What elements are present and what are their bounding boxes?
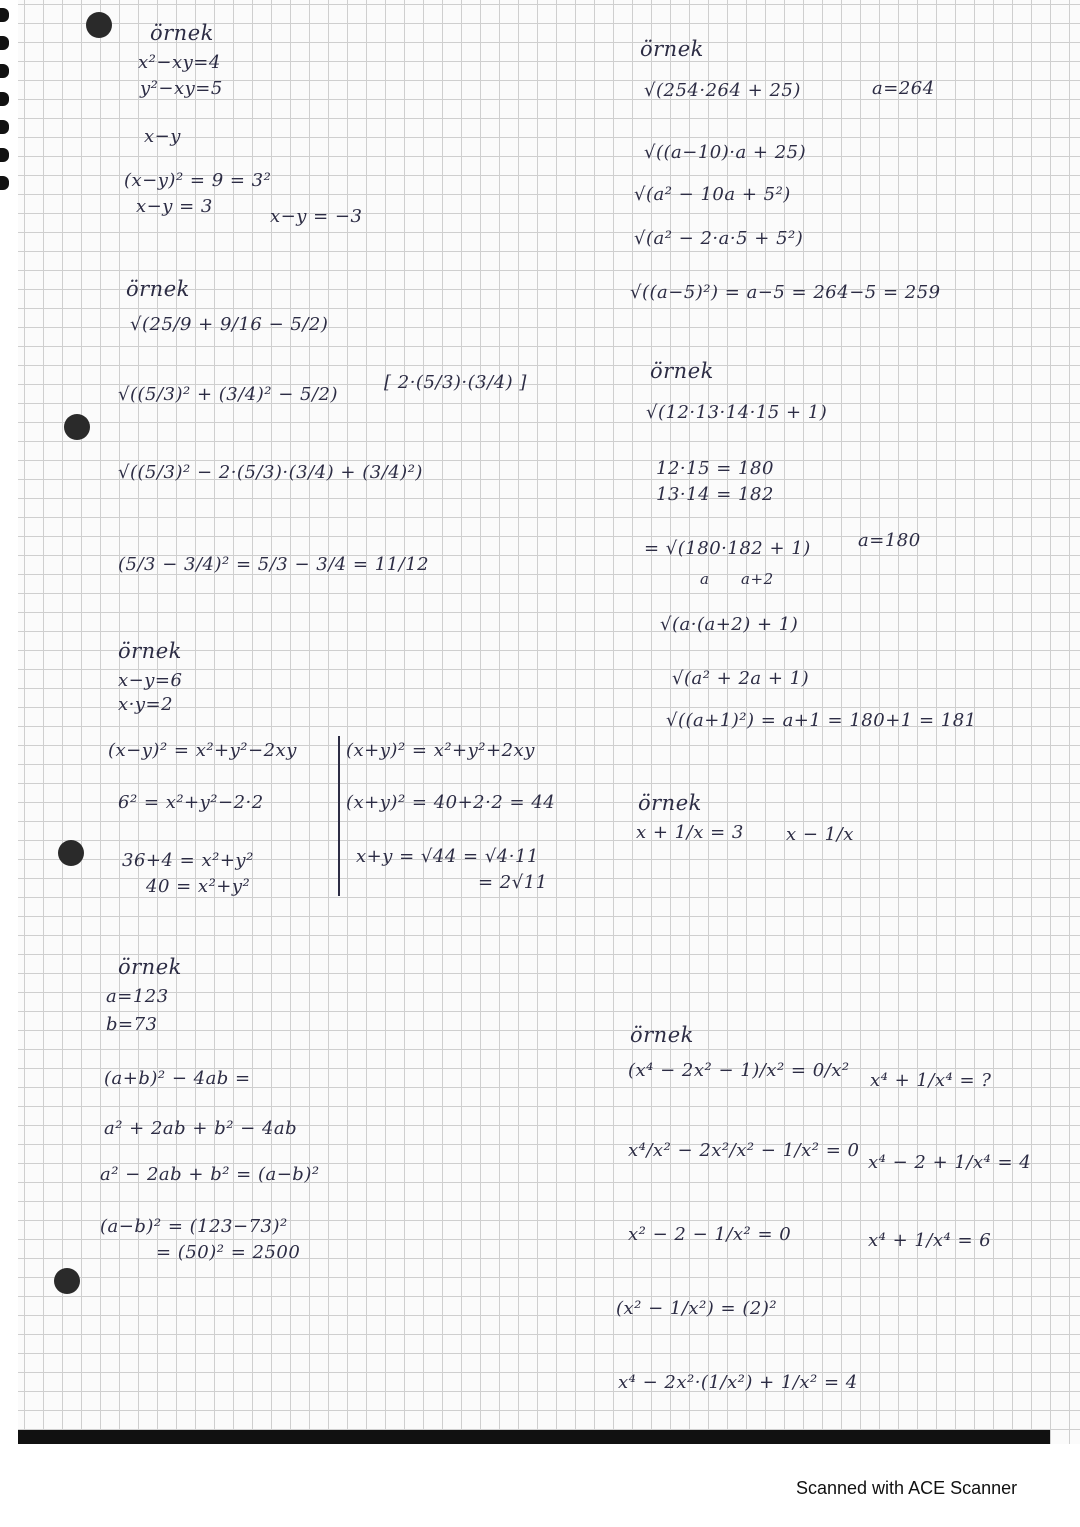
ex4-line-6: (a−b)² = (123−73)²: [100, 1216, 288, 1237]
ex7-line-2: x − 1/x: [786, 824, 854, 845]
ex3-line-6: 40 = x²+y²: [146, 876, 251, 897]
ex3-right-line-1: (x+y)² = x²+y²+2xy: [346, 740, 535, 761]
scanner-footer: Scanned with ACE Scanner: [796, 1478, 1018, 1498]
ex5-heading: örnek: [640, 37, 704, 61]
ex8-side-line-2: x⁴ − 2 + 1/x⁴ = 4: [868, 1152, 1032, 1173]
ex6-line-7: √(a·(a+2) + 1): [660, 614, 799, 635]
ex3-line-2: x·y=2: [118, 694, 174, 715]
punch-hole-1: [86, 12, 112, 38]
ex3-line-3: (x−y)² = x²+y²−2xy: [108, 740, 297, 761]
ex6-line-3: 13·14 = 182: [656, 484, 774, 505]
ex1-line-4: (x−y)² = 9 = 3²: [124, 170, 272, 191]
ex1-line-2: y²−xy=5: [140, 78, 223, 99]
ex1-line-3: x−y: [144, 126, 181, 147]
ex8-heading: örnek: [630, 1023, 694, 1047]
ex4-line-2: b=73: [106, 1014, 158, 1035]
ex2-line-3: [ 2·(5/3)·(3/4) ]: [384, 372, 527, 393]
ex3-right-line-4: = 2√11: [478, 872, 548, 893]
ex3-right-line-2: (x+y)² = 40+2·2 = 44: [346, 792, 556, 813]
ex5-line-1: √(254·264 + 25): [644, 80, 801, 101]
ex3-line-5: 36+4 = x²+y²: [122, 850, 254, 871]
ex8-line-2: x⁴/x² − 2x²/x² − 1/x² = 0: [628, 1140, 860, 1161]
punch-hole-4: [54, 1268, 80, 1294]
ex4-line-5: a² − 2ab + b² = (a−b)²: [100, 1164, 320, 1185]
ex4-line-7: = (50)² = 2500: [156, 1242, 301, 1263]
ex2-line-4: √((5/3)² − 2·(5/3)·(3/4) + (3/4)²): [118, 462, 423, 483]
ex5-line-3: √((a−10)·a + 25): [644, 142, 807, 163]
ex1-line-6: x−y = −3: [270, 206, 363, 227]
ex7-line-1: x + 1/x = 3: [636, 822, 744, 843]
ex2-line-1: √(25/9 + 9/16 − 5/2): [130, 314, 329, 335]
ex2-line-5: (5/3 − 3/4)² = 5/3 − 3/4 = 11/12: [118, 554, 430, 575]
ex6-line-9: √((a+1)²) = a+1 = 180+1 = 181: [666, 710, 977, 731]
ex4-heading: örnek: [118, 955, 182, 979]
ex6-line-5: a=180: [858, 530, 921, 551]
ex8-line-1: (x⁴ − 2x² − 1)/x² = 0/x²: [628, 1060, 850, 1081]
ex4-line-4: a² + 2ab + b² − 4ab: [104, 1118, 298, 1139]
ex2-line-2: √((5/3)² + (3/4)² − 5/2): [118, 384, 338, 405]
binder-holes: [0, 0, 18, 260]
ex4-line-1: a=123: [106, 986, 169, 1007]
ex5-line-6: √((a−5)²) = a−5 = 264−5 = 259: [630, 282, 941, 303]
ex8-side-line-3: x⁴ + 1/x⁴ = 6: [868, 1230, 992, 1251]
ex6-line-8: √(a² + 2a + 1): [672, 668, 810, 689]
ex6-line-6: a a+2: [700, 570, 774, 588]
ex8-line-5: x⁴ − 2x²·(1/x²) + 1/x² = 4: [618, 1372, 858, 1393]
ex2-heading: örnek: [126, 277, 190, 301]
ex4-line-3: (a+b)² − 4ab =: [104, 1068, 251, 1089]
page-bottom-edge: [18, 1430, 1050, 1444]
ex5-line-4: √(a² − 10a + 5²): [634, 184, 791, 205]
ex8-side-line-1: x⁴ + 1/x⁴ = ?: [870, 1070, 992, 1091]
ex8-line-4: (x² − 1/x²) = (2)²: [616, 1298, 778, 1319]
ex6-heading: örnek: [650, 359, 714, 383]
punch-hole-2: [64, 414, 90, 440]
ex3-right-line-3: x+y = √44 = √4·11: [356, 846, 539, 867]
ex3-divider: [338, 736, 340, 896]
ex8-line-3: x² − 2 − 1/x² = 0: [628, 1224, 792, 1245]
ex7-heading: örnek: [638, 791, 702, 815]
ex6-line-1: √(12·13·14·15 + 1): [646, 402, 828, 423]
ex1-heading: örnek: [150, 21, 214, 45]
ex5-line-5: √(a² − 2·a·5 + 5²): [634, 228, 804, 249]
ex3-line-1: x−y=6: [118, 670, 183, 691]
ex3-line-4: 6² = x²+y²−2·2: [118, 792, 264, 813]
ex1-line-1: x²−xy=4: [138, 52, 221, 73]
ex1-line-5: x−y = 3: [136, 196, 213, 217]
ex6-line-4: = √(180·182 + 1): [644, 538, 811, 559]
punch-hole-3: [58, 840, 84, 866]
ex6-line-2: 12·15 = 180: [656, 458, 774, 479]
ex5-line-2: a=264: [872, 78, 935, 99]
ex3-heading: örnek: [118, 639, 182, 663]
